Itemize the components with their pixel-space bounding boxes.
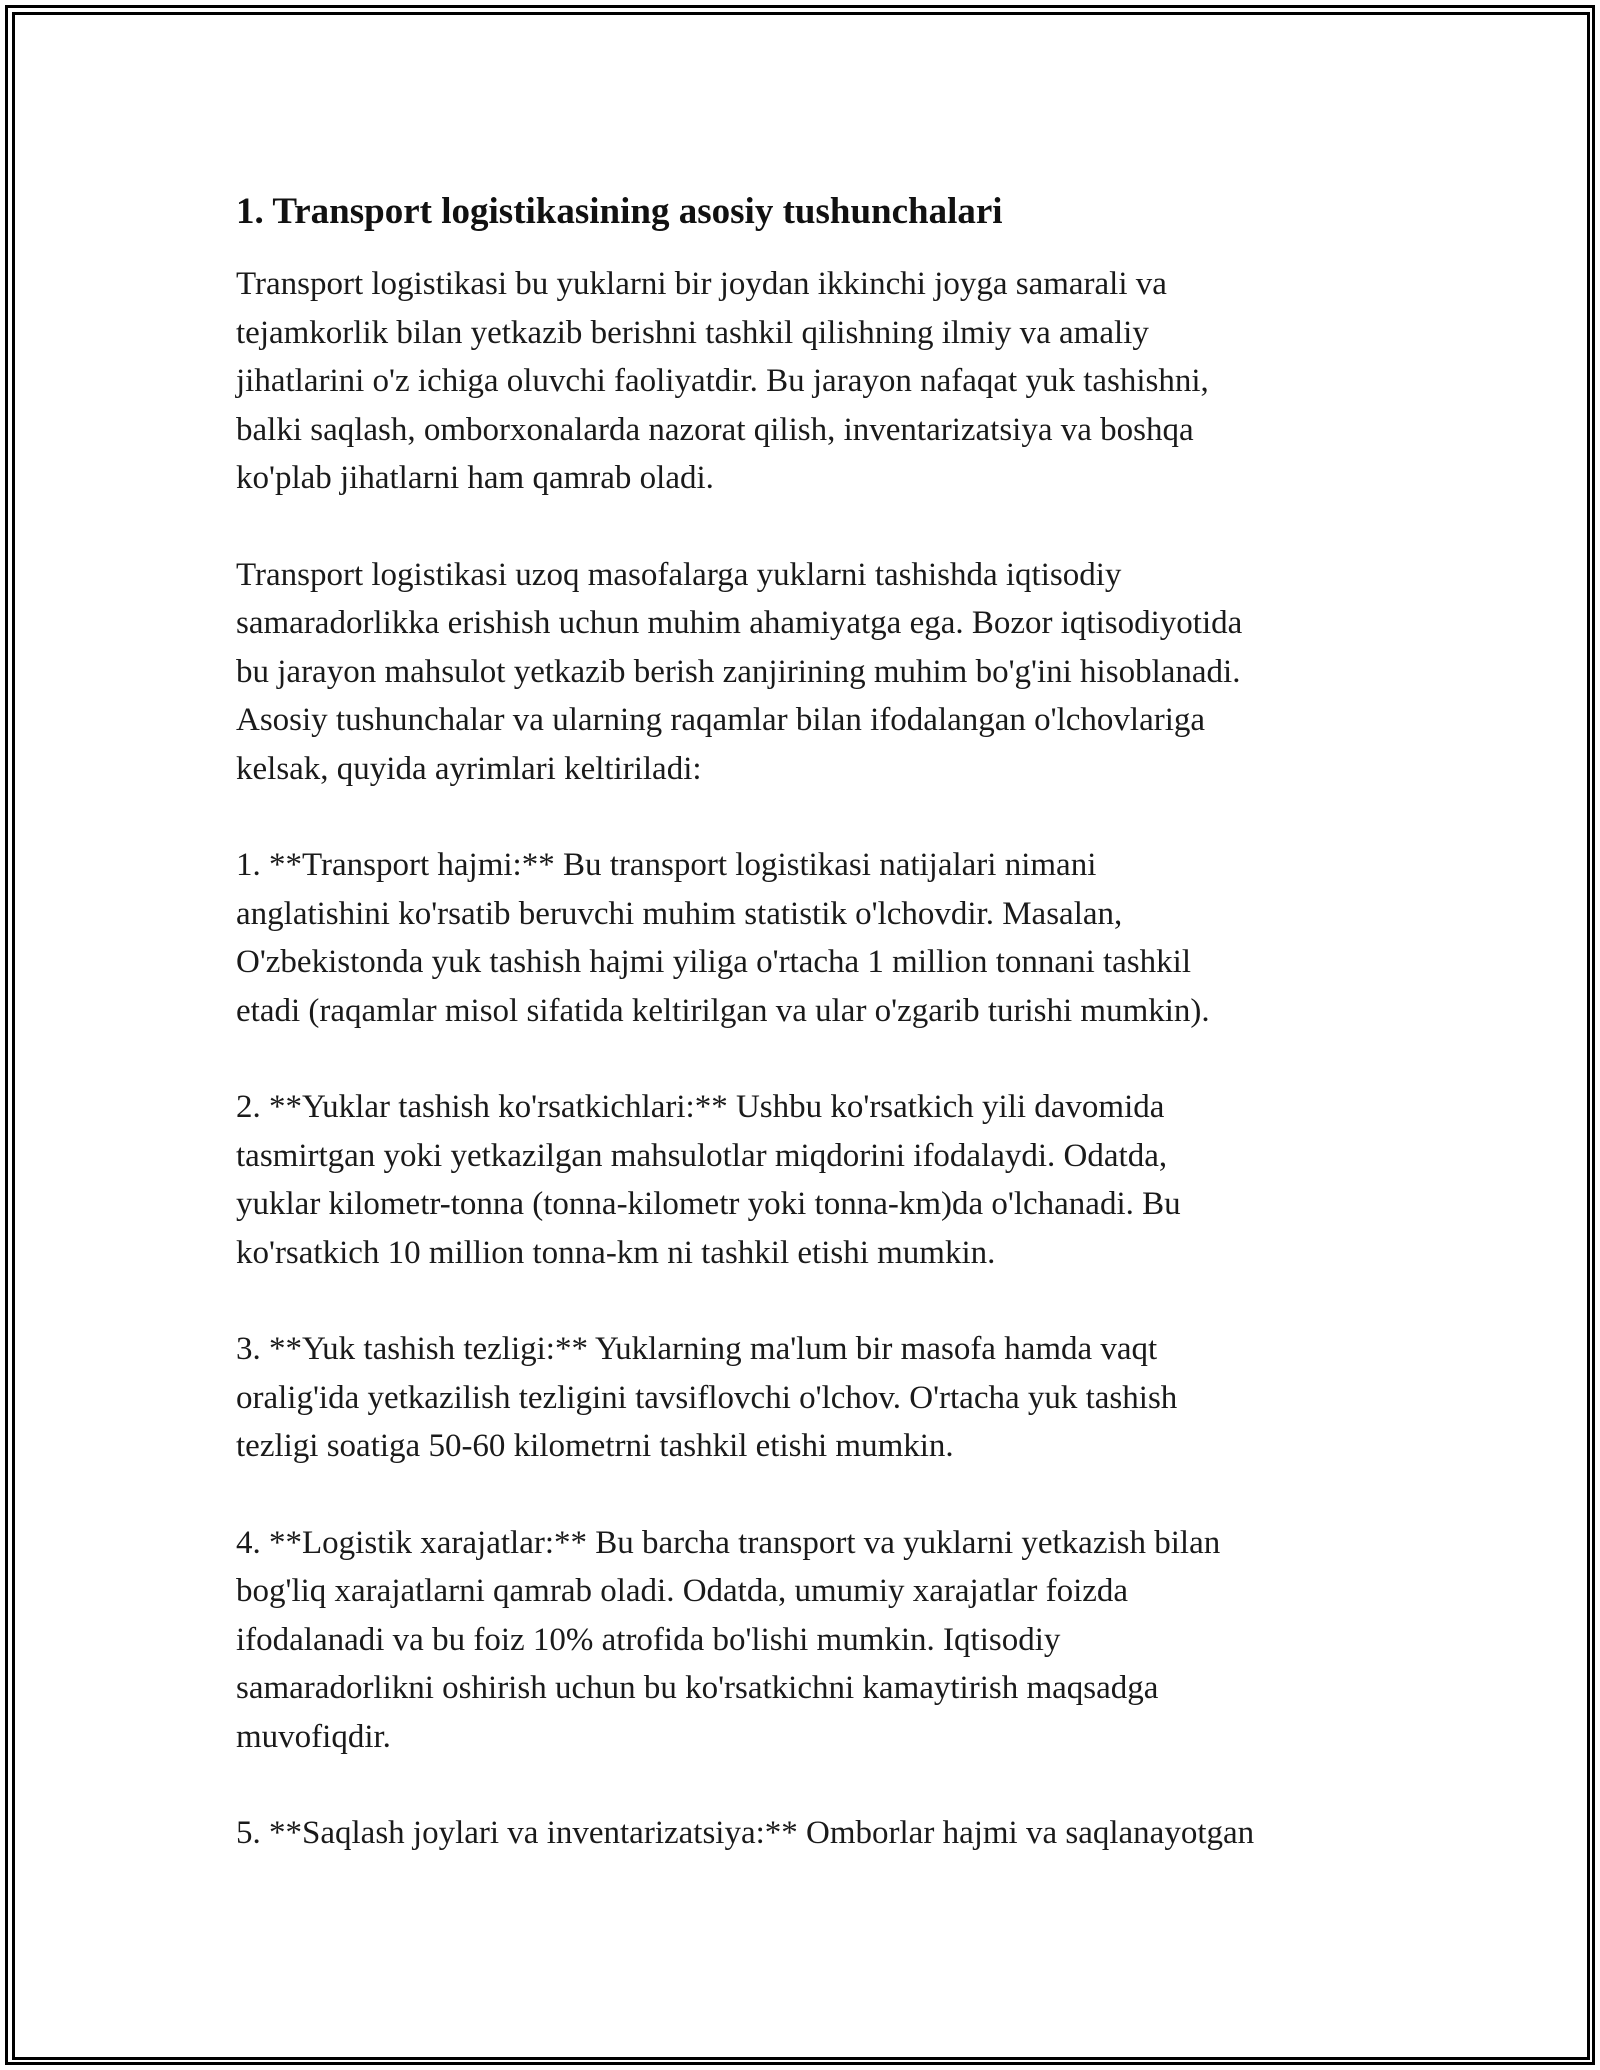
- list-item-transport-volume: 1. **Transport hajmi:** Bu transport logistikasi natijalari nimani anglatishini ko'rsatib beruvchi muhim statistik o'lchovdir. Masalan, O'zbekistonda yuk tashish hajmi yiliga o'rtacha 1 million tonnani tashkil etadi (raqamlar misol sifatida keltirilgan va ular o'zgarib turishi mumkin).: [236, 847, 1210, 1029]
- intro-paragraph: Transport logistikasi bu yuklarni bir joydan ikkinchi joyga samarali va tejamkorlik bilan yetkazib berishni tashkil qilishning ilmiy va amaliy jihatlarini o'z ichiga oluvchi faoliyatdir. Bu jarayon nafaqat yuk tashishni, balki saqlash, omborxonalarda nazorat qilish, inventarizatsiya va boshqa ko'plab jihatlarni ham qamrab oladi.: [236, 266, 1209, 496]
- document-body: [236, 184, 1386, 1906]
- list-item-cargo-indicators: 2. **Yuklar tashish ko'rsatkichlari:** Ushbu ko'rsatkich yili davomida tasmirtgan yoki yetkazilgan mahsulotlar miqdorini ifodalaydi. Odatda, yuklar kilometr-tonna (tonna-kilometr yoki tonna-km)da o'lchanadi. Bu ko'rsatkich 10 million tonna-km ni tashkil etishi mumkin.: [236, 1089, 1181, 1271]
- list-item-logistics-costs: 4. **Logistik xarajatlar:** Bu barcha transport va yuklarni yetkazish bilan bog'liq xarajatlarni qamrab oladi. Odatda, umumiy xarajatlar foizda ifodalanadi va bu foiz 10% atrofida bo'lishi mumkin. Iqtisodiy samaradorlikni oshirish uchun bu ko'rsatkichni kamaytirish maqsadga muvofiqdir.: [236, 1524, 1221, 1755]
- page-title: 1. Transport logistikasining asosiy tushunchalari: [236, 191, 1003, 232]
- list-item-storage-inventory: 5. **Saqlash joylari va inventarizatsiya:** Omborlar hajmi va saqlanayotgan: [236, 1815, 1255, 1851]
- list-item-transport-speed: 3. **Yuk tashish tezligi:** Yuklarning ma'lum bir masofa hamda vaqt oralig'ida yetkazilish tezligini tavsiflovchi o'lchov. O'rtacha yuk tashish tezligi soatiga 50-60 kilometrni tashkil etishi mumkin.: [236, 1331, 1178, 1464]
- importance-paragraph: Transport logistikasi uzoq masofalarga yuklarni tashishda iqtisodiy samaradorlikka erishish uchun muhim ahamiyatga ega. Bozor iqtisodiyotida bu jarayon mahsulot yetkazib berish zanjirining muhim bo'g'ini hisoblanadi. Asosiy tushunchalar va ularning raqamlar bilan ifodalangan o'lchovlariga kelsak, quyida ayrimlari keltiriladi:: [236, 556, 1243, 787]
